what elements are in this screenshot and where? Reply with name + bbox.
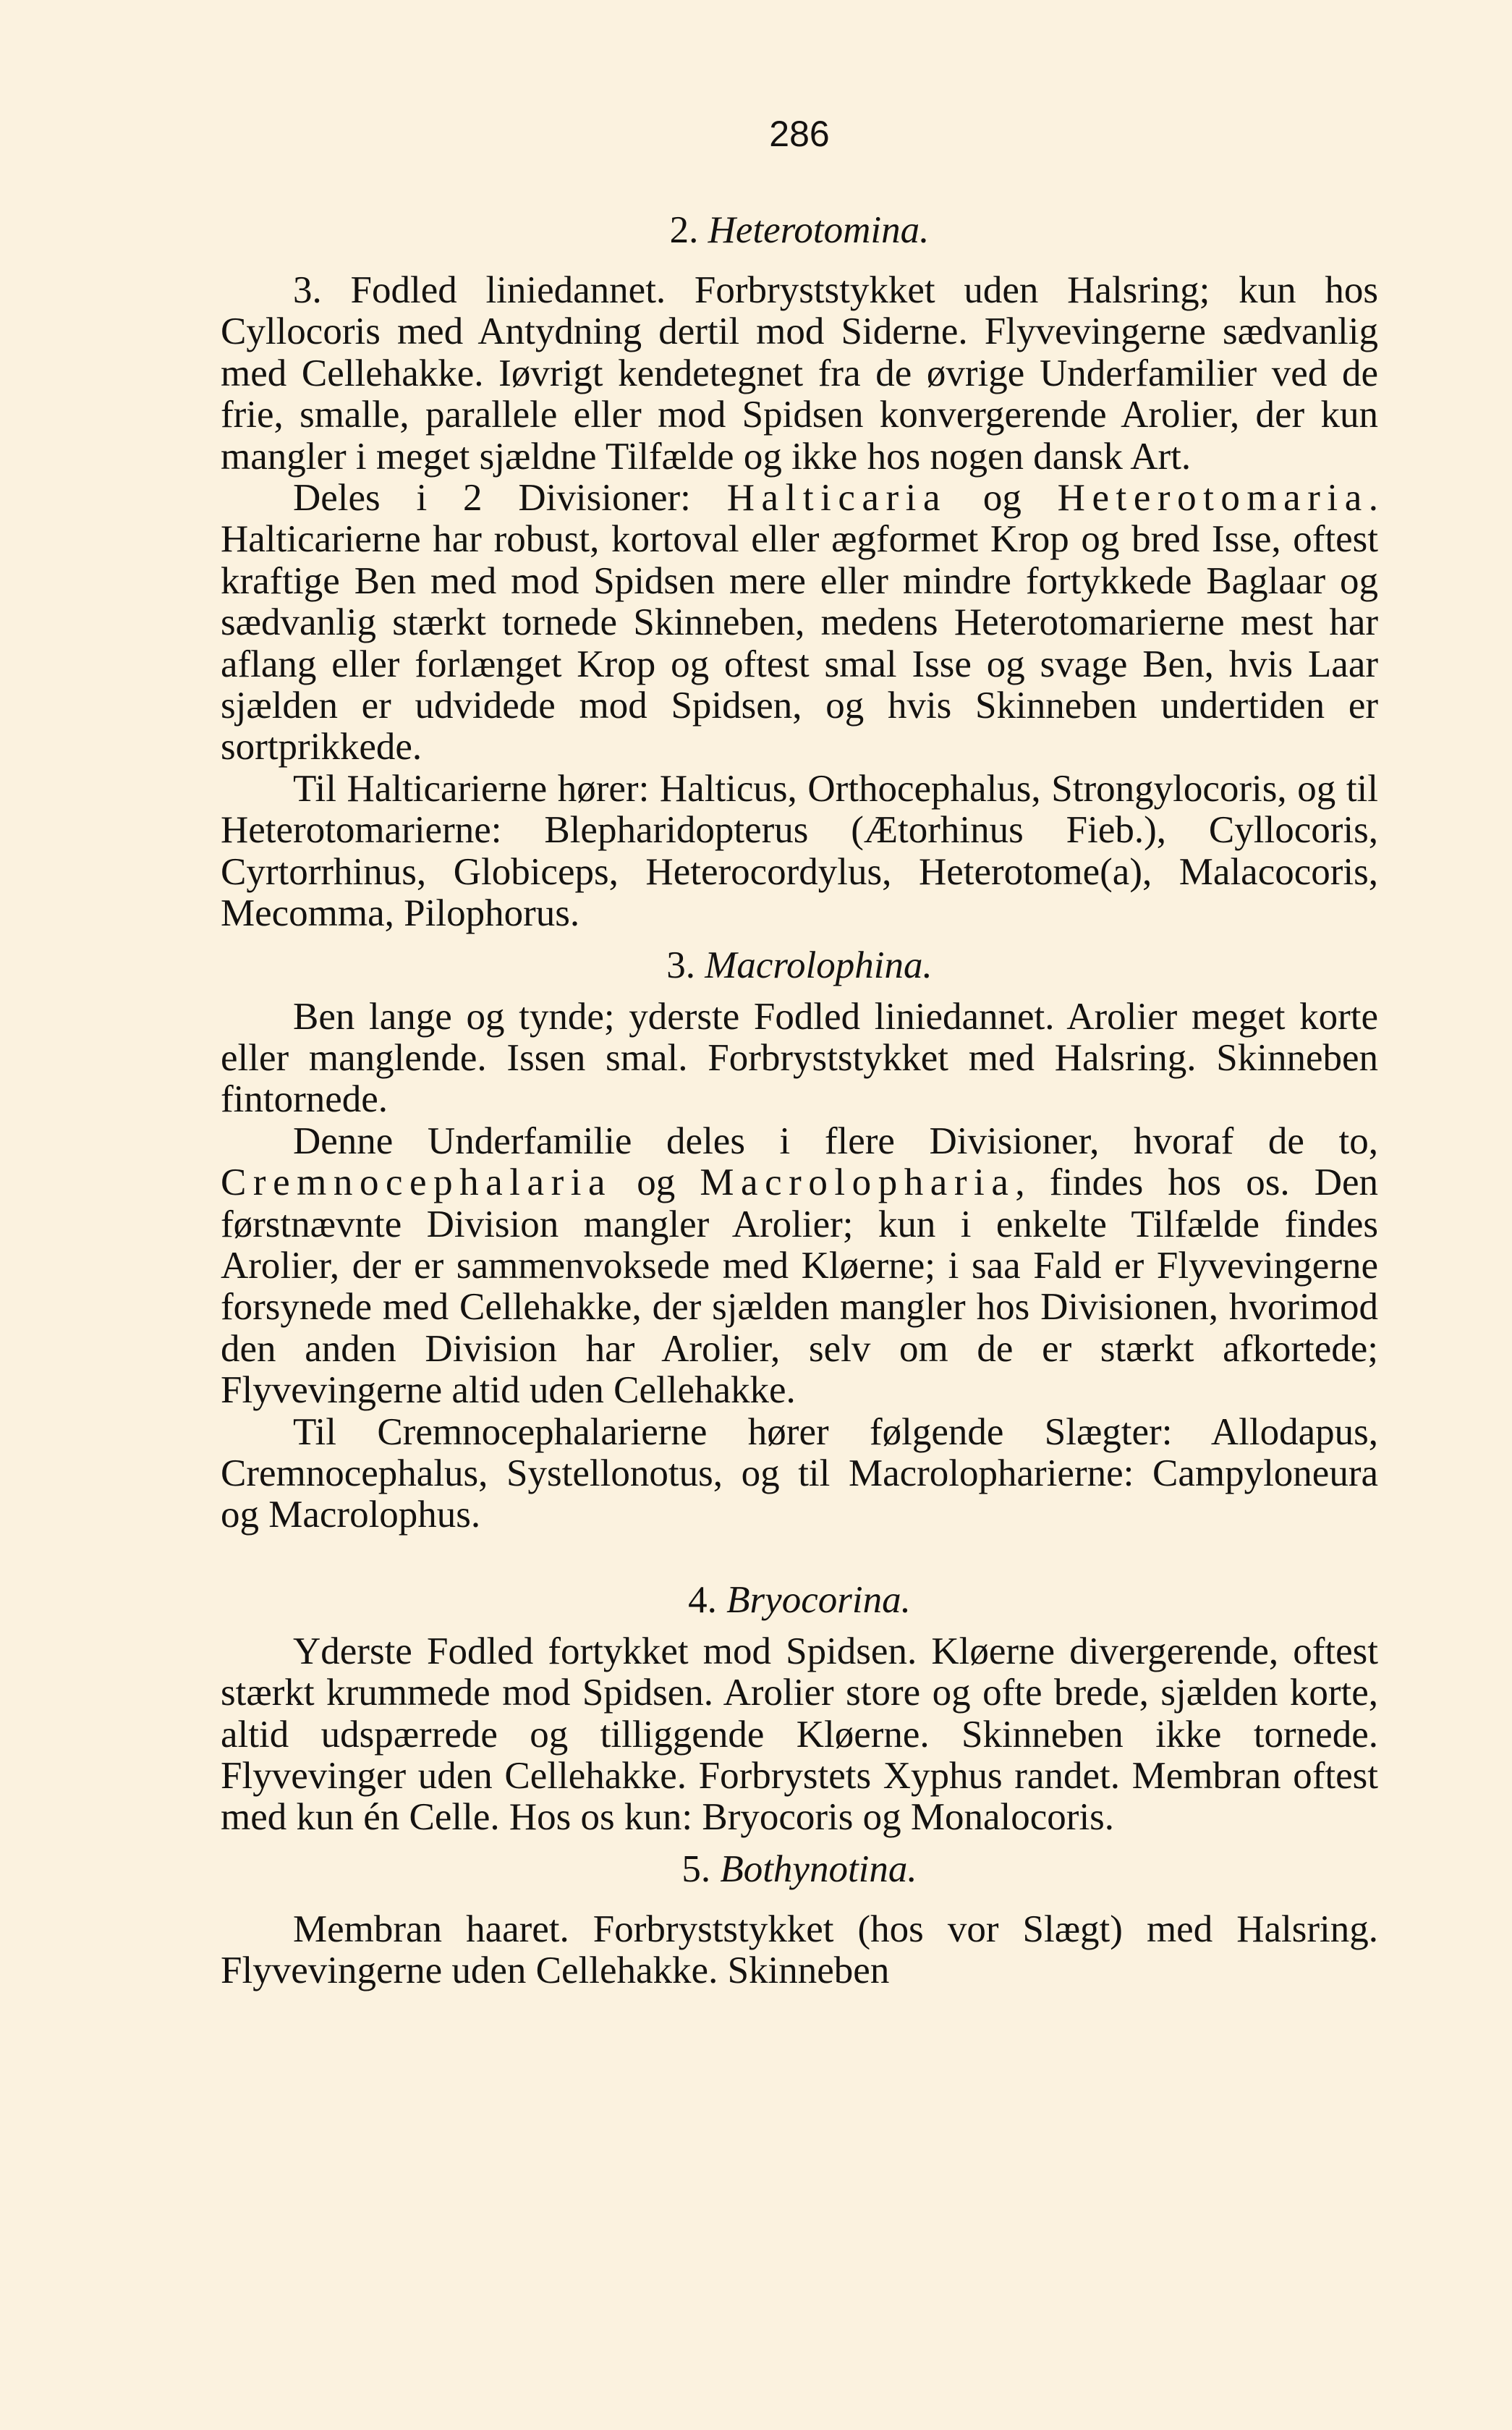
division-name: Macrolopharia: [700, 1161, 1016, 1204]
section-title: Bothynotina.: [720, 1847, 917, 1890]
paragraph-divisions: Deles i 2 Divisioner: Halticaria og Heterotomaria. Halticarierne har robust, kortoval eller ægformet Krop og bred Isse, oftest kraftige Ben med mod Spidsen mere eller mindre fortykkede Baglaar og sædvanlig stærkt tornede Skinneben, medens Heterotomarierne mest har aflang eller forlænget Krop og oftest smal Isse og svage Ben, hvis Laar sjælden er udvidede mod Spidsen, og hvis Skinneben undertiden er sortprikkede.: [221, 477, 1379, 769]
section-title: Macrolophina.: [705, 944, 933, 986]
paragraph: Membran haaret. Forbryststykket (hos vor Slægt) med Halsring. Flyvevingerne uden Cellehakke. Skinneben: [221, 1908, 1378, 1992]
paragraph-divisions: Denne Underfamilie deles i flere Divisioner, hvoraf de to, Cremnocephalaria og Macrolopharia, findes hos os. Den førstnævnte Division mangler Arolier; kun i enkelte Tilfælde findes Arolier, der er sammenvoksede med Kløerne; i saa Fald er Flyvevingerne forsynede med Cellehakke, der sjælden mangler hos Divisionen, hvorimod den anden Division har Arolier, selv om de er stærkt afkortede; Flyvevingerne altid uden Cellehakke.: [221, 1119, 1379, 1412]
book-page: [221, 109, 1378, 1992]
section-number: 4.: [688, 1578, 717, 1621]
division-name: Cremnocephalaria: [221, 1161, 613, 1204]
paragraph: Til Cremnocephalarierne hører følgende Slægter: Allodapus, Cremnocephalus, Systellonotus, og til Macrolopharierne: Campyloneura og Macrolophus.: [221, 1410, 1378, 1536]
paragraph: Yderste Fodled fortykket mod Spidsen. Kløerne divergerende, oftest stærkt krummede mod Spidsen. Arolier store og ofte brede, sjælden korte, altid udspærrede og tilliggende Kløerne. Skinneben ikke tornede. Flyvevinger uden Cellehakke. Forbrystets Xyphus randet. Membran oftest med kun én Celle. Hos os kun: Bryocoris og Monalocoris.: [221, 1630, 1378, 1839]
section-heading-bryocorina: [221, 1580, 1378, 1621]
section-number: 3.: [666, 944, 695, 986]
paragraph: 3. Fodled liniedannet. Forbryststykket uden Halsring; kun hos Cyllocoris med Antydning dertil mod Siderne. Flyvevingerne sædvanlig med Cellehakke. Iøvrigt kendetegnet fra de øvrige Underfamilier ved de frie, smalle, parallele eller mod Spidsen konvergerende Arolier, der kun mangler i meget sjældne Tilfælde og ikke hos nogen dansk Art.: [221, 269, 1378, 478]
section-heading-heterotomina: [221, 210, 1378, 251]
paragraph: Ben lange og tynde; yderste Fodled liniedannet. Arolier meget korte eller manglende. Issen smal. Forbryststykket med Halsring. Skinneben fintornede.: [221, 995, 1378, 1121]
division-name: Heterotomaria: [1057, 477, 1369, 520]
page-number: 286: [769, 114, 830, 154]
section-title: Bryocorina.: [726, 1578, 911, 1621]
division-name: Halticaria: [726, 477, 948, 520]
section-number: 2.: [669, 209, 699, 251]
paragraph: Til Halticarierne hører: Halticus, Orthocephalus, Strongylocoris, og til Heterotomarierne: Blepharidopterus (Ætorhinus Fieb.), Cyllocoris, Cyrtorrhinus, Globiceps, Heterocordylus, Heterotome(a), Malacocoris, Mecomma, Pilophorus.: [221, 767, 1378, 935]
section-number: 5.: [681, 1847, 711, 1890]
section-heading-bothynotina: [221, 1849, 1378, 1890]
section-heading-macrolophina: [221, 945, 1378, 986]
section-title: Heterotomina.: [708, 209, 930, 251]
